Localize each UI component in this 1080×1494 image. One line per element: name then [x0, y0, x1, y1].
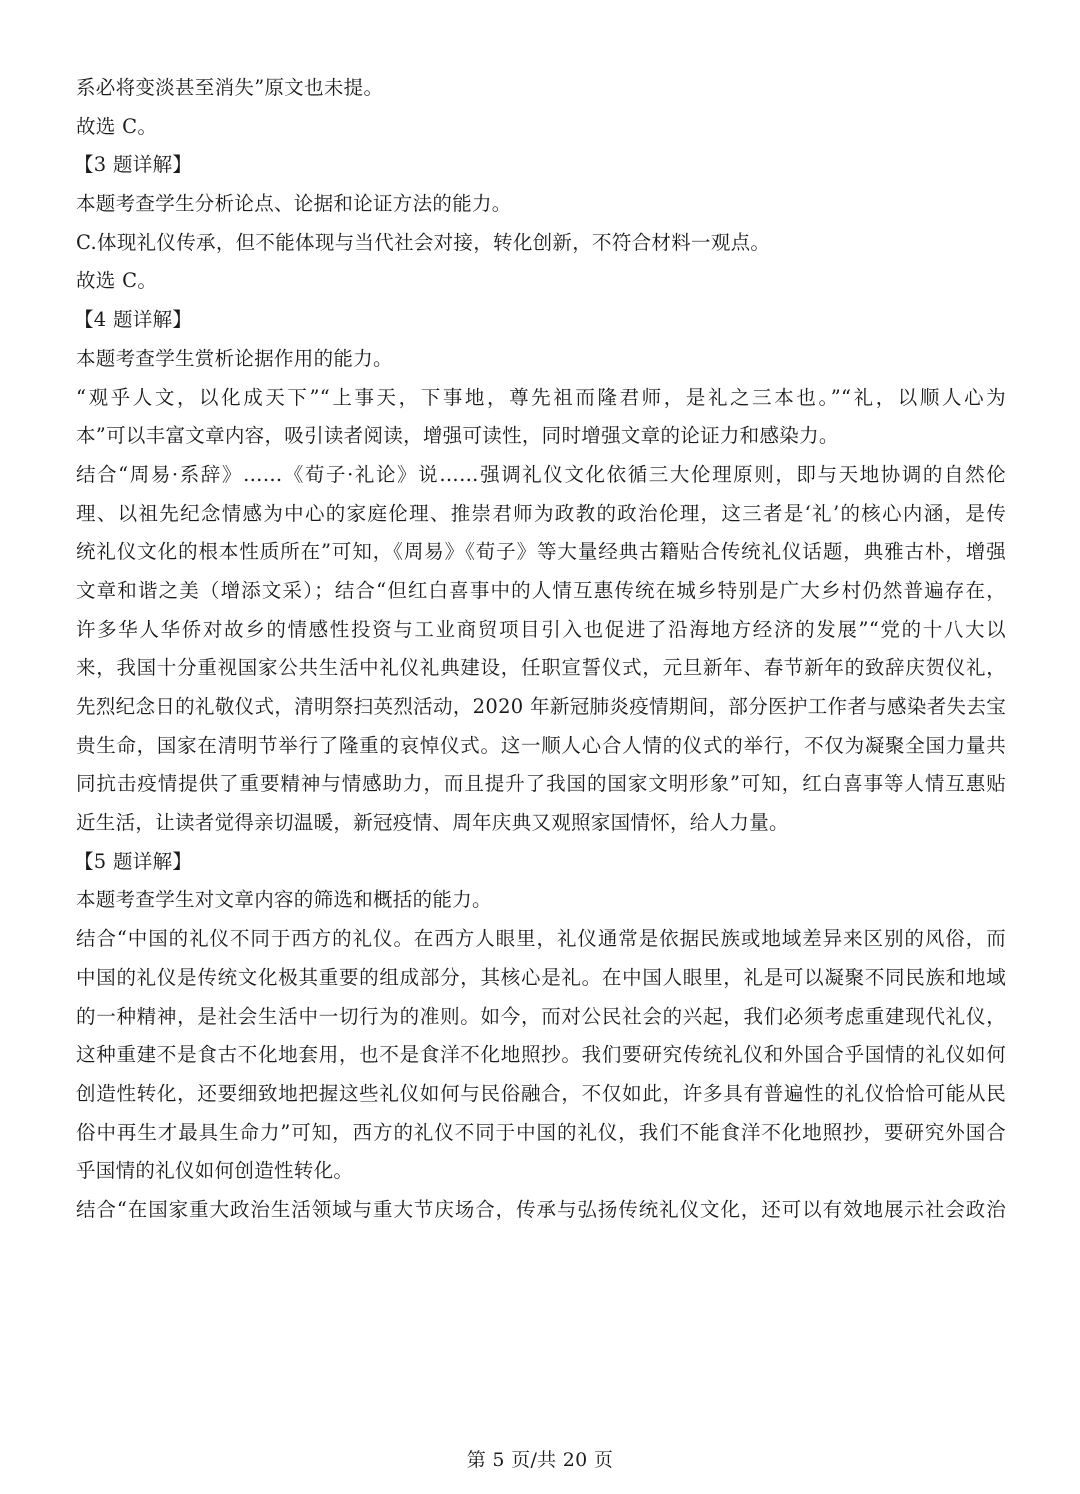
text-line: 近生活，让读者觉得亲切温暖，新冠疫情、周年庆典又观照家国情怀，给人力量。 — [76, 811, 789, 835]
text-line: 的一种精神，是社会生活中一切行为的准则。如今，而对公民社会的兴起，我们必须考虑重建现代礼仪， — [76, 1004, 1006, 1028]
text-line: 本题考查学生赏析论据作用的能力。 — [76, 346, 393, 370]
text-line: 结合“在国家重大政治生活领域与重大节庆场合，传承与弘扬传统礼仪文化，还可以有效地展示社会政治 — [76, 1197, 1006, 1221]
text-line: 故选 C。 — [76, 114, 158, 138]
text-line: 本”可以丰富文章内容，吸引读者阅读，增强可读性，同时增强文章的论证力和感染力。 — [76, 424, 839, 448]
text-line: 结合“周易·系辞》……《荀子·礼论》说……强调礼仪文化依循三大伦理原则，即与天地协调的自然伦 — [76, 462, 1006, 486]
text-line: 统礼仪文化的根本性质所在”可知，《周易》《荀子》等大量经典古籍贴合传统礼仪话题，典雅古朴，增强 — [76, 540, 1006, 564]
text-line: 创造性转化，还要细致地把握这些礼仪如何与民俗融合，不仅如此，许多具有普遍性的礼仪恰恰可能从民 — [76, 1081, 1006, 1105]
section-heading: 【4 题详解】 — [74, 308, 193, 332]
text-line: 文章和谐之美（增添文采）；结合“但红白喜事中的人情互惠传统在城乡特别是广大乡村仍然普遍存在， — [76, 578, 1006, 602]
text-line: 结合“中国的礼仪不同于西方的礼仪。在西方人眼里，礼仪通常是依据民族或地域差异来区别的风俗，而 — [76, 927, 1006, 951]
text-line: 同抗击疫情提供了重要精神与情感助力，而且提升了我国的国家文明形象”可知，红白喜事等人情互惠贴 — [76, 772, 1006, 796]
text-line: 故选 C。 — [76, 269, 158, 293]
text-line: 中国的礼仪是传统文化极其重要的组成部分，其核心是礼。在中国人眼里，礼是可以凝聚不同民族和地域 — [76, 965, 1006, 989]
text-line: 许多华人华侨对故乡的情感性投资与工业商贸项目引入也促进了沿海地方经济的发展”“党的十八大以 — [76, 617, 1006, 641]
page-footer: 第 5 页/共 20 页 — [466, 1449, 614, 1471]
text-line: 这种重建不是食古不化地套用，也不是食洋不化地照抄。我们要研究传统礼仪和外国合乎国情的礼仪如何 — [76, 1043, 1006, 1067]
section-heading: 【5 题详解】 — [74, 849, 193, 873]
text-line: “观乎人文，以化成天下”“上事天，下事地，尊先祖而隆君师，是礼之三本也。”“礼，以顺人心为 — [76, 385, 1006, 409]
text-line: 本题考查学生分析论点、论据和论证方法的能力。 — [76, 192, 512, 216]
text-line: 理、以祖先纪念情感为中心的家庭伦理、推崇君师为政教的政治伦理，这三者是‘礼’的核心内涵，是传 — [76, 501, 1006, 525]
text-line: 乎国情的礼仪如何创造性转化。 — [76, 1159, 354, 1183]
text-line: 贵生命，国家在清明节举行了隆重的哀悼仪式。这一顺人心合人情的仪式的举行，不仅为凝聚全国力量共 — [76, 733, 1006, 757]
text-line: 本题考查学生对文章内容的筛选和概括的能力。 — [76, 888, 492, 912]
text-line: 来，我国十分重视国家公共生活中礼仪礼典建设，任职宣誓仪式，元旦新年、春节新年的致辞庆贺仪礼， — [76, 656, 1006, 680]
document-body — [76, 69, 1006, 1230]
section-heading: 【3 题详解】 — [74, 153, 193, 177]
text-line: 先烈纪念日的礼敬仪式，清明祭扫英烈活动，2020 年新冠肺炎疫情期间，部分医护工作者与感染者失去宝 — [76, 695, 1006, 718]
text-line: C.体现礼仪传承，但不能体现与当代社会对接，转化创新，不符合材料一观点。 — [76, 230, 771, 254]
text-line: 系必将变淡甚至消失”原文也未提。 — [76, 76, 384, 99]
text-line: 俗中再生才最具生命力”可知，西方的礼仪不同于中国的礼仪，我们不能食洋不化地照抄，要研究外国合 — [76, 1120, 1006, 1144]
